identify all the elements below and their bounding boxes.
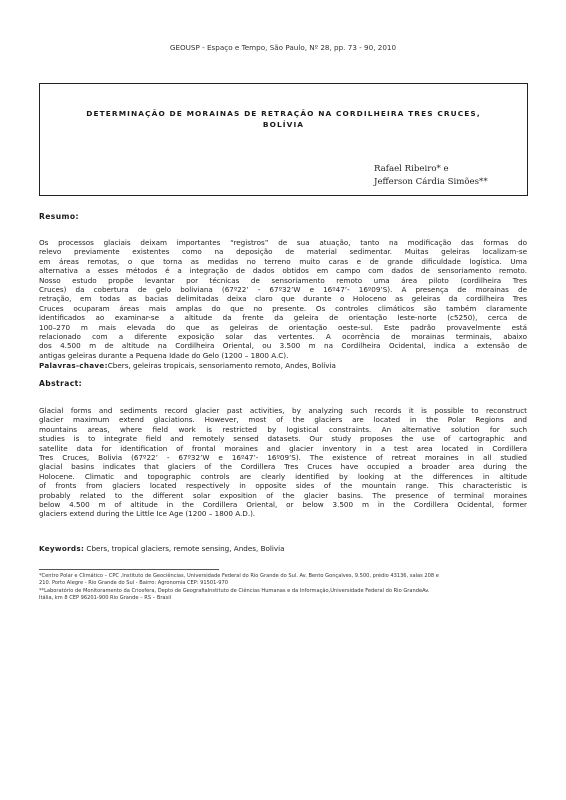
abstract-line: Holocene. Climatic and topographic controls are clearly identified by looking at the differences in altitude: [39, 471, 527, 481]
palavras-chave-text: Cbers, geleiras tropicais, sensoriamento remoto, Andes, Bolívia: [107, 361, 336, 370]
title-line-1: DETERMINAÇÃO DE MORAINAS DE RETRAÇÃO NA CORDILHEIRA TRES CRUCES,: [86, 109, 481, 118]
resumo-line: retração, em todas as bacias delimitadas deixa claro que durante o Holoceno as geleiras da cordilheira Tres: [39, 294, 527, 304]
authors: [374, 163, 524, 189]
author-1: Rafael Ribeiro* e: [374, 164, 449, 174]
footnote-line: **Laboratório de Monitoramento da Criosfera, Depto de GeografiaInstituto de Ciências Humanas e da Informação,Universidade Federal do Rio GrandeAv.: [39, 587, 430, 594]
palavras-chave-label: Palavras-chave:: [39, 361, 108, 370]
palavras-chave: [39, 361, 336, 370]
keywords-text: Cbers, tropical glaciers, remote sensing, Andes, Bolivia: [86, 544, 285, 553]
resumo-paragraph: [39, 238, 527, 360]
abstract-line: probably related to the different solar exposition of the glacier basins. The presence of terminal moraines: [39, 490, 527, 500]
footnotes: [39, 573, 529, 603]
abstract-line: Tres Cruces, Bolivia (67º22’ - 67º32’W e 16º47’- 16º09’S). The existence of retreat moraines in all studied: [39, 453, 527, 463]
keywords-label: Keywords:: [39, 544, 85, 553]
title-box: [39, 83, 528, 196]
resumo-line: dos 4.500 m de altitude na Cordilheira Oriental, ou 3.500 m na Cordilheira Ocidental, indica a extensão de: [39, 341, 527, 351]
abstract-line: studies is to integrate field and remotely sensed datasets. Our study proposes the use of cartographic and: [39, 434, 527, 444]
abstract-line: glaciers extend during the Little Ice Age (1200 – 1800 A.D.).: [39, 509, 256, 519]
title-line-2: BOLÍVIA: [262, 120, 305, 129]
abstract-paragraph: [39, 406, 527, 519]
footnote-line: 210. Porto Alegre - Rio Grande do Sul - Bairro: Agronomia CEP: 91501-970: [39, 580, 228, 587]
abstract-line: glacial basins indicates that glaciers of the Cordillera Tres Cruces have occupied a broader area during the: [39, 462, 527, 472]
paper-title: [40, 108, 527, 130]
abstract-line: satellite data for identification of frontal moraines and glacier inventory in a test area located in Cordillera: [39, 443, 527, 453]
abstract-line: below 4.500 m of altitude in the Cordillera Oriental, or below 3.500 m in the Cordillera Ocidental, former: [39, 500, 527, 510]
resumo-line: identificados ao examinar-se a altitude da frente da geleira de orientação leste-norte (c5250), cerca de: [39, 313, 527, 323]
resumo-line: 100–270 m mais elevada do que as geleiras de orientação oeste-sul. Este padrão provavelmente está: [39, 322, 527, 332]
abstract-line: of fronts from glaciers located respectively in opposite sides of the mountain range. This characteristic is: [39, 481, 527, 491]
abstract-line: Glacial forms and sediments record glacier past activities, by analyzing such records it is possible to reconstruct: [39, 406, 527, 415]
resumo-line: Cruces ocuparam áreas mais amplas do que no presente. Os controles climáticos são também claramente: [39, 303, 527, 313]
resumo-line: em áreas remotas, o que torna as medidas no terreno muito caras e de grande dificuldade logística. Uma: [39, 256, 527, 266]
resumo-line: Nosso estudo propõe levantar por técnicas de sensoriamento remoto uma área piloto (cordilheira Tres: [39, 275, 527, 285]
author-2: Jefferson Cárdia Simões**: [374, 177, 488, 187]
keywords: [39, 544, 285, 553]
resumo-line: relevo previamente existentes como na deposição de material sedimentar. Muitas geleiras localizam-se: [39, 247, 527, 257]
abstract-line: mountains areas, where field work is restricted by logistical constraints. An alternative solution for such: [39, 424, 527, 434]
resumo-line: alternativa a esses métodos é a integração de dados obtidos em campo com dados de sensoriamento remoto.: [39, 266, 527, 276]
resumo-line: Cruces) da cobertura de gelo boliviana (67º22’ - 67º32’W e 16º47’- 16º09’S). A presença de morainas de: [39, 285, 527, 295]
resumo-line: Os processos glaciais deixam importantes “registros” de sua atuação, tanto na modificação das formas do: [39, 238, 527, 247]
footnote-line: Itália, km 8 CEP 96201-900 Rio Grande – RS – Brasil: [39, 595, 172, 602]
running-header: GEOUSP - Espaço e Tempo, São Paulo, Nº 28, pp. 73 - 90, 2010: [169, 43, 397, 52]
abstract-line: glacier maximum extend glaciations. However, most of the glaciers are located in the Polar Regions and: [39, 415, 527, 425]
resumo-line: relacionado com a diferente exposição solar das vertentes. A ocorrência de morainas terminais, abaixo: [39, 332, 527, 342]
resumo-line: antigas geleiras durante a Pequena Idade do Gelo (1200 – 1800 A.C).: [39, 350, 289, 360]
abstract-heading: Abstract:: [39, 379, 83, 388]
footnote-rule: [39, 569, 219, 570]
resumo-heading: Resumo:: [39, 212, 79, 221]
footnote-line: *Centro Polar e Climático – CPC ,Instituto de Geociências, Universidade Federal do Rio Grande do Sul. Av. Bento Gonçalves, 9.500, prédio 43136, salas 208 e: [39, 573, 439, 579]
